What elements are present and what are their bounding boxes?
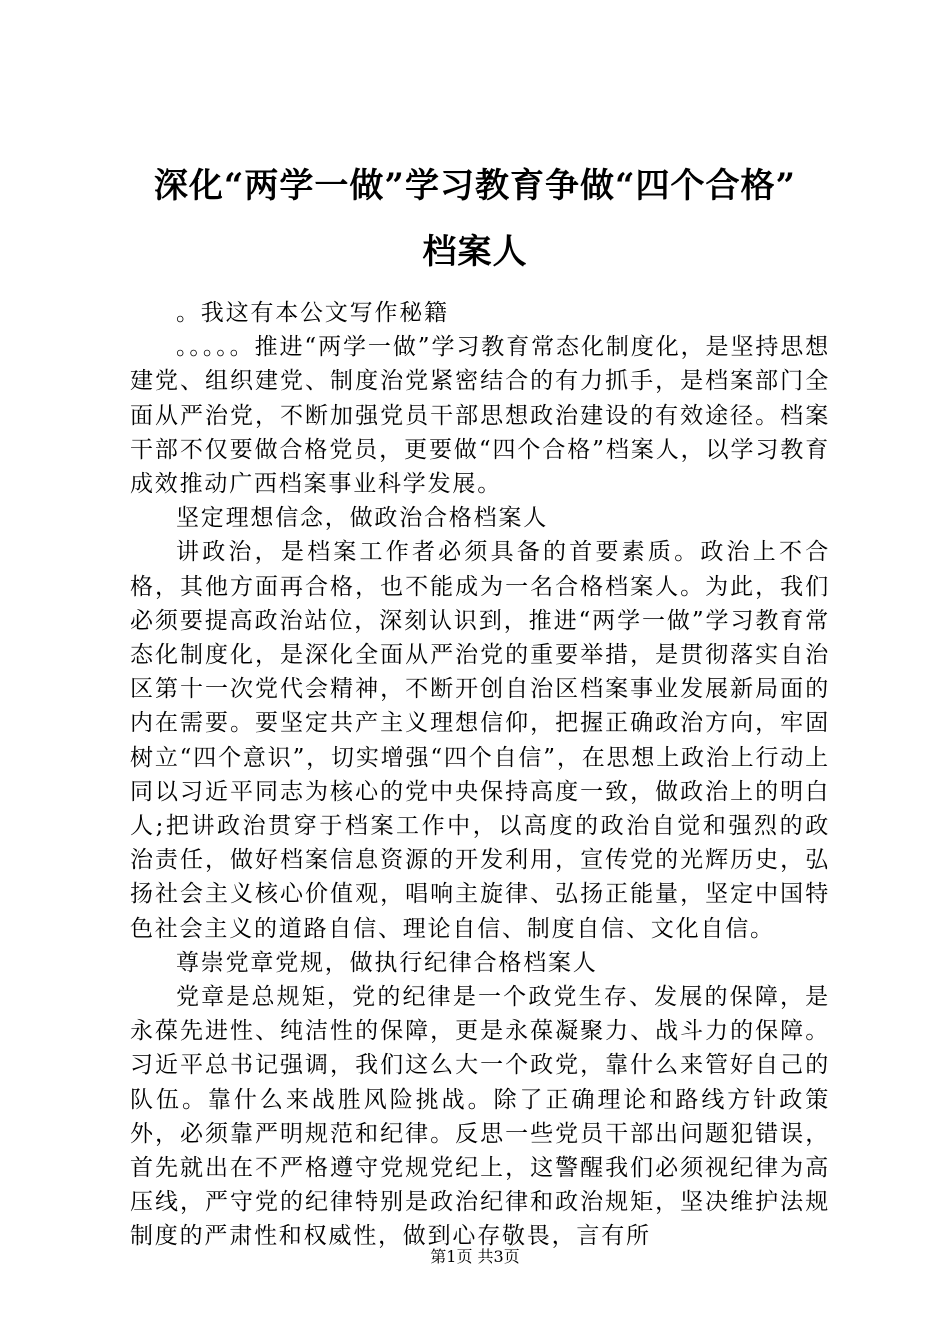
paragraph-discipline: 党章是总规矩，党的纪律是一个政党生存、发展的保障，是永葆先进性、纯洁性的保障，更是永葆凝聚力、战斗力的保障。习近平总书记强调，我们这么大一个政党，靠什么来管好自己的队伍。靠什么来战胜风险挑战。除了正确理论和路线方针政策外，必须靠严明规范和纪律。反思一些党员干部出问题犯错误，首先就出在不严格遵守党规党纪上，这警醒我们必须视纪律为高压线，严守党的纪律特别是政治纪律和政治规矩，坚决维护法规制度的严肃性和权威性，做到心存敬畏，言有所 bbox=[130, 984, 830, 1250]
document-body bbox=[130, 296, 830, 1254]
section-heading-political: 坚定理想信念，做政治合格档案人 bbox=[176, 505, 548, 532]
paragraph-political: 讲政治，是档案工作者必须具备的首要素质。政治上不合格，其他方面再合格，也不能成为一名合格档案人。为此，我们必须要提高政治站位，深刻认识到，推进“两学一做”学习教育常态化制度化，是深化全面从严治党的重要举措，是贯彻落实自治区第十一次党代会精神，不断开创自治区档案事业发展新局面的内在需要。要坚定共产主义理想信仰，把握正确政治方向，牢固树立“四个意识”，切实增强“四个自信”，在思想上政治上行动上同以习近平同志为核心的党中央保持高度一致，做政治上的明白人;把讲政治贯穿于档案工作中，以高度的政治自觉和强烈的政治责任，做好档案信息资源的开发利用，宣传党的光辉历史，弘扬社会主义核心价值观，唱响主旋律、弘扬正能量，坚定中国特色社会主义的道路自信、理论自信、制度自信、文化自信。 bbox=[130, 539, 830, 942]
paragraph-intro: 。我这有本公文写作秘籍 bbox=[176, 300, 449, 326]
paragraph-overview: 。。。。。推进“两学一做”学习教育常态化制度化，是坚持思想建党、组织建党、制度治党紧密结合的有力抓手，是档案部门全面从严治党，不断加强党员干部思想政治建设的有效途径。档案干部不仅要做合格党员，更要做“四个合格”档案人，以学习教育成效推动广西档案事业科学发展。 bbox=[130, 334, 830, 498]
document-title-line-1: 深化“两学一做”学习教育争做“四个合格” bbox=[153, 166, 797, 206]
page-footer: 第1页 共3页 bbox=[430, 1247, 520, 1266]
document-title-line-2: 档案人 bbox=[422, 232, 528, 272]
section-heading-discipline: 尊崇党章党规，做执行纪律合格档案人 bbox=[176, 949, 598, 976]
